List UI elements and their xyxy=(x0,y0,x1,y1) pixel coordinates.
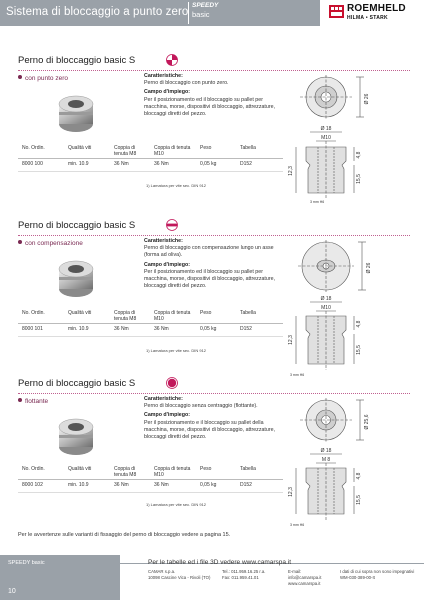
cell-torque-m10: 36 Nm xyxy=(154,482,169,488)
fastening-note: Per le avvertenze sulle varianti di fissaggio del perno di bloccaggio vedere a pagina 15. xyxy=(18,532,231,538)
spec-table xyxy=(18,143,283,175)
section-title: Perno di bloccaggio basic S xyxy=(18,378,136,389)
section-title: Perno di bloccaggio basic S xyxy=(18,220,136,231)
phone-number: Tel.: 011.959.16.25 r.a. xyxy=(222,569,266,574)
col-header-torque-m8: Coppia di tenuta M8 xyxy=(114,145,137,157)
product-photo xyxy=(53,413,99,457)
cell-quality: min. 10.9 xyxy=(68,482,89,488)
features-text: Perno di bloccaggio con punto zero. xyxy=(144,80,229,87)
cell-torque-m10: 36 Nm xyxy=(154,326,169,332)
col-header-order: No. Ordin. xyxy=(22,466,45,472)
features-text: Perno di bloccaggio senza centraggio (flottante). xyxy=(144,403,258,410)
dim-outer-diameter: Ø 26 xyxy=(364,93,370,105)
dim-scale-note: 3 mm H6 xyxy=(290,373,305,377)
features-label: Caratteristiche: xyxy=(144,73,183,79)
cell-weight: 0,05 kg xyxy=(200,326,217,332)
usage-label: Campo d'impiego: xyxy=(144,89,190,96)
dim-height-155: 15,5 xyxy=(356,345,362,355)
description xyxy=(144,238,279,292)
dim-height-155: 15,5 xyxy=(356,495,362,505)
product-photo xyxy=(53,90,99,134)
footer-company xyxy=(148,569,214,581)
page-header xyxy=(0,0,424,26)
features-label: Caratteristiche: xyxy=(144,396,183,402)
variant-label xyxy=(18,75,68,82)
footer-website-text: Per le tabelle ed i file 3D vedere www.camarspa.it xyxy=(148,559,292,566)
col-header-weight: Peso xyxy=(200,145,212,151)
dim-diameter-18: Ø 18 xyxy=(320,448,332,454)
cell-weight: 0,05 kg xyxy=(200,161,217,167)
col-header-quality: Qualità viti xyxy=(68,145,92,151)
description xyxy=(144,396,279,443)
company-address: 10098 Cascine Vica - Rivoli (TO) xyxy=(148,575,211,580)
col-header-table: Tabella xyxy=(240,310,256,316)
features-text: Perno di bloccaggio con compensazione lungo un asse (forma ad oliva). xyxy=(144,245,274,259)
cell-table: D152 xyxy=(240,326,252,332)
dim-outer-diameter: Ø 26 xyxy=(366,262,372,274)
roemheld-mark-icon xyxy=(329,5,344,18)
col-header-weight: Peso xyxy=(200,310,212,316)
section-divider xyxy=(18,235,410,236)
col-header-torque-m8: Coppia di tenuta M8 xyxy=(114,466,137,478)
page-title: Sistema di bloccaggio a punto zero xyxy=(6,6,189,18)
dim-thread-m8: M 8 xyxy=(321,457,331,463)
section-divider xyxy=(18,393,410,394)
document-code: WM-030-389-00-It xyxy=(340,575,375,580)
cell-torque-m8: 36 Nm xyxy=(114,326,129,332)
dim-diameter-18: Ø 18 xyxy=(320,126,332,132)
dim-height-48: 4,8 xyxy=(356,151,362,159)
dim-height-155: 15,5 xyxy=(356,174,362,184)
cell-quality: min. 10.9 xyxy=(68,326,89,332)
usage-label: Campo d'impiego: xyxy=(144,412,190,419)
col-header-torque-m10: Coppia di tenuta M10 xyxy=(154,466,191,478)
dim-height-48: 4,8 xyxy=(356,320,362,328)
email-address: E-mail: info@camarspa.it xyxy=(288,569,322,580)
dim-height-123: 12,3 xyxy=(288,166,294,176)
footer-product-line: SPEEDY basic xyxy=(8,560,45,566)
table-row xyxy=(18,482,283,490)
dim-diameter-18: Ø 18 xyxy=(320,296,332,302)
disclaimer-text: I dati di cui sopra non sono impegnativi xyxy=(340,569,415,574)
product-section-2 xyxy=(18,220,410,380)
product-section-3 xyxy=(18,378,410,530)
page-number: 10 xyxy=(8,588,16,595)
variant-label xyxy=(18,398,48,405)
speedy-logo-bottom: basic xyxy=(192,10,210,19)
dim-outer-diameter: Ø 25,6 xyxy=(364,414,370,430)
usage-text: Per il posizionamento ed il bloccaggio su pallet per macchina, morse, dispositivi di bloccaggio, attrezzature, bloccaggi diretti del pezzo. xyxy=(144,96,276,118)
footer-contact xyxy=(288,569,336,587)
variant-text: con punto zero xyxy=(25,75,69,82)
filled-circle-icon xyxy=(166,377,178,389)
plus-circle-icon xyxy=(166,54,178,66)
col-header-quality: Qualità viti xyxy=(68,466,92,472)
dim-height-123: 12,3 xyxy=(288,487,294,497)
table-row xyxy=(18,326,283,334)
fax-number: Fax: 011.959.41.01 xyxy=(222,575,259,580)
col-header-torque-m8: Coppia di tenuta M8 xyxy=(114,310,137,322)
speedy-basic-logo xyxy=(188,2,219,24)
usage-text: Per il posizionamento ed il bloccaggio su pallet per macchina, morse, dispositivi di bloccaggio, attrezzature, bloccaggi diretti del pezzo. xyxy=(144,268,276,290)
footer-disclaimer xyxy=(340,569,420,581)
cell-torque-m10: 36 Nm xyxy=(154,161,169,167)
footer-phone xyxy=(222,569,276,581)
cell-order: 8000 100 xyxy=(22,161,43,167)
footer-brand-box xyxy=(0,555,120,600)
section-divider xyxy=(18,70,410,71)
cell-order: 8000 101 xyxy=(22,326,43,332)
table-row xyxy=(18,161,283,169)
brand-name: ROEMHELD xyxy=(347,3,406,14)
variant-text: flottante xyxy=(25,398,49,405)
table-header xyxy=(18,308,283,322)
col-header-torque-m10: Coppia di tenuta M10 xyxy=(154,145,191,157)
company-name: CAMAR s.p.a. xyxy=(148,569,176,574)
variant-text: con compensazione xyxy=(25,240,83,247)
dim-scale-note: 3 mm H6 xyxy=(290,523,305,527)
col-header-torque-m10: Coppia di tenuta M10 xyxy=(154,310,191,322)
page-footer xyxy=(0,555,424,600)
usage-text: Per il posizionamento e il bloccaggio su pallet della macchina, morse, dispositivi di bloccaggio, attrezzature, bloccaggi diretti del pezzo. xyxy=(144,419,276,441)
product-photo xyxy=(53,255,99,299)
cell-order: 8000 102 xyxy=(22,482,43,488)
col-header-order: No. Ordin. xyxy=(22,145,45,151)
technical-drawing xyxy=(282,398,410,530)
cell-table: D152 xyxy=(240,482,252,488)
technical-drawing xyxy=(282,240,410,380)
footnote: 1) Lamatura per vite sec. DIN 912 xyxy=(146,348,207,353)
col-header-weight: Peso xyxy=(200,466,212,472)
dim-height-48: 4,8 xyxy=(356,472,362,480)
table-header xyxy=(18,464,283,478)
dim-thread-m10: M10 xyxy=(321,135,331,141)
variant-label xyxy=(18,240,83,247)
dim-thread-m10: M10 xyxy=(321,305,331,311)
cell-torque-m8: 36 Nm xyxy=(114,482,129,488)
cell-weight: 0,05 kg xyxy=(200,482,217,488)
spec-table xyxy=(18,464,283,496)
dim-height-123: 12,3 xyxy=(288,335,294,345)
dim-scale-note: 3 mm H6 xyxy=(310,200,325,204)
product-section-1 xyxy=(18,55,410,215)
col-header-order: No. Ordin. xyxy=(22,310,45,316)
website-address: www.camarspa.it xyxy=(288,581,321,586)
footnote: 1) Lamatura per vite sec. DIN 912 xyxy=(146,183,207,188)
table-header xyxy=(18,143,283,157)
usage-label: Campo d'impiego: xyxy=(144,261,190,268)
cell-quality: min. 10.9 xyxy=(68,161,89,167)
brand-subtitle: HILMA • STARK xyxy=(347,15,388,21)
col-header-table: Tabella xyxy=(240,145,256,151)
minus-circle-icon xyxy=(166,219,178,231)
section-title: Perno di bloccaggio basic S xyxy=(18,55,136,66)
cell-torque-m8: 36 Nm xyxy=(114,161,129,167)
technical-drawing xyxy=(282,75,410,209)
speedy-logo-top: SPEEDY xyxy=(192,2,219,9)
cell-table: D152 xyxy=(240,161,252,167)
spec-table xyxy=(18,308,283,340)
roemheld-logo xyxy=(320,0,424,26)
description xyxy=(144,73,279,120)
col-header-table: Tabella xyxy=(240,466,256,472)
footnote: 1) Lamatura per vite sec. DIN 912 xyxy=(146,502,207,507)
features-label: Caratteristiche: xyxy=(144,238,183,244)
col-header-quality: Qualità viti xyxy=(68,310,92,316)
